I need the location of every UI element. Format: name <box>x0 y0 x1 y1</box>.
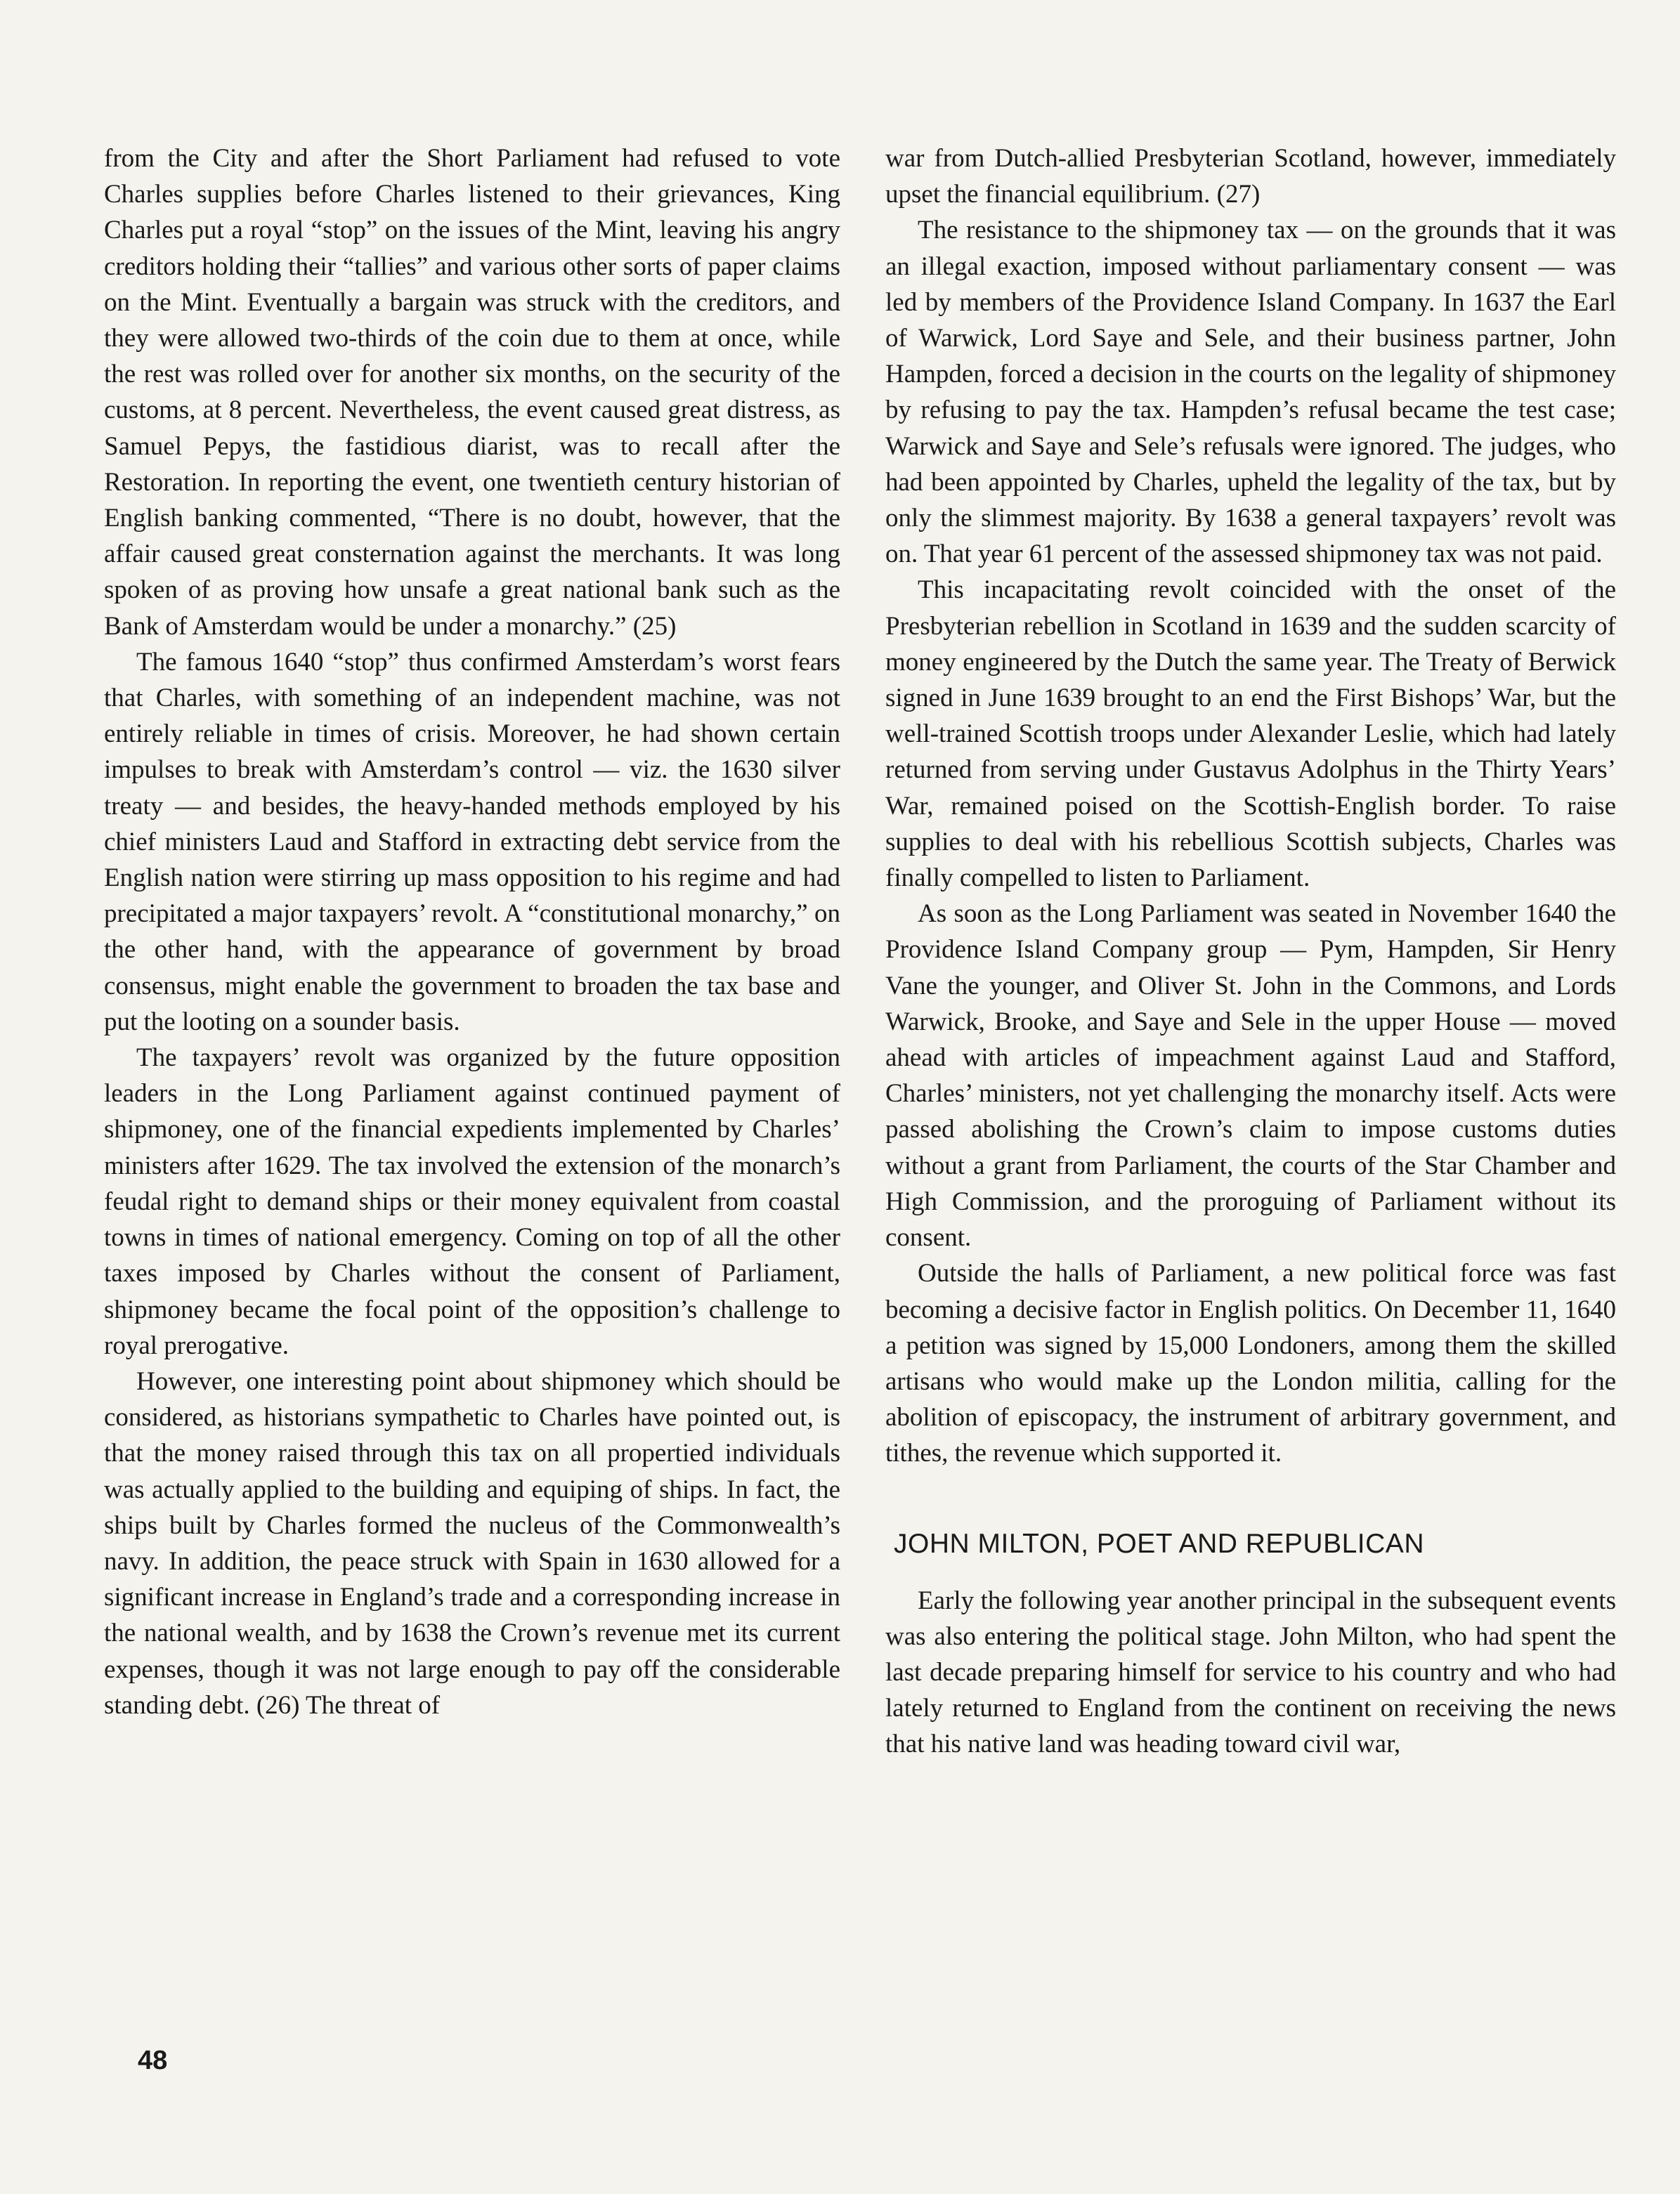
paragraph: As soon as the Long Parliament was seated in November 1640 the Providence Island Company group — Pym, Hampden, Sir Henry Vane the younger, and Oliver St. John in the Commons, and Lords Warwick, Brooke, and Saye and Sele in the upper House — moved ahead with articles of impeachment against Laud and Stafford, Charles’ ministers, not yet challenging the monarchy itself. Acts were passed abolishing the Crown’s claim to impose customs duties without a grant from Parliament, the courts of the Star Chamber and High Commission, and the proroguing of Parliament without its consent. <box>885 899 1616 1253</box>
paragraph: The taxpayers’ revolt was organized by the future opposition leaders in the Long Parliament against continued payment of shipmoney, one of the financial expedients implemented by Charles’ ministers after 1629. The tax involved the extension of the monarch’s feudal right to demand ships or their money equivalent from coastal towns in times of national emergency. Coming on top of all the other taxes imposed by Charles without the consent of Parliament, shipmoney became the focal point of the opposition’s challenge to royal prerogative. <box>104 1043 840 1360</box>
paragraph: The famous 1640 “stop” thus confirmed Amsterdam’s worst fears that Charles, with something of an independent machine, was not entirely reliable in times of crisis. Moreover, he had shown certain impulses to break with Amsterdam’s control — viz. the 1630 silver treaty — and besides, the heavy-handed methods employed by his chief ministers Laud and Stafford in extracting debt service from the English nation were stirring up mass opposition to his regime and had precipitated a major taxpayers’ revolt. A “constitutional monarchy,” on the other hand, with the appearance of government by broad consensus, might enable the government to broaden the tax base and put the looting on a sounder basis. <box>104 647 840 1036</box>
paragraph: The resistance to the shipmoney tax — on the grounds that it was an illegal exaction, imposed without parliamentary consent — was led by members of the Providence Island Company. In 1637 the Earl of Warwick, Lord Saye and Sele, and their business partner, John Hampden, forced a decision in the courts on the legality of shipmoney by refusing to pay the tax. Hampden’s refusal became the test case; Warwick and Saye and Sele’s refusals were ignored. The judges, who had been appointed by Charles, upheld the legality of the tax, but by only the slimmest majority. By 1638 a general taxpayers’ revolt was on. That year 61 percent of the assessed shipmoney tax was not paid. <box>885 216 1616 569</box>
paragraph: This incapacitating revolt coincided with the onset of the Presbyterian rebellion in Scotland in 1639 and the sudden scarcity of money engineered by the Dutch the same year. The Treaty of Berwick signed in June 1639 brought to an end the First Bishops’ War, but the well-trained Scottish troops under Alexander Leslie, which had lately returned from serving under Gustavus Adolphus in the Thirty Years’ War, remained poised on the Scottish-English border. To raise supplies to deal with his rebellious Scottish subjects, Charles was finally compelled to listen to Parliament. <box>885 575 1616 893</box>
paragraph: However, one interesting point about shipmoney which should be considered, as historians sympathetic to Charles have pointed out, is that the money raised through this tax on all propertied individuals was actually applied to the building and equiping of ships. In fact, the ships built by Charles formed the nucleus of the Commonwealth’s navy. In addition, the peace struck with Spain in 1630 allowed for a significant increase in England’s trade and a corresponding increase in the national wealth, and by 1638 the Crown’s revenue met its current expenses, though it was not large enough to pay off the considerable standing debt. (26) The threat of <box>104 1366 840 1720</box>
section-heading: JOHN MILTON, POET AND REPUBLICAN <box>894 1528 1424 1559</box>
left-column <box>104 141 840 1723</box>
paragraph: from the City and after the Short Parliament had refused to vote Charles supplies before Charles listened to their grievances, King Charles put a royal “stop” on the issues of the Mint, leaving his angry creditors holding their “tallies” and various other sorts of paper claims on the Mint. Eventually a bargain was struck with the creditors, and they were allowed two-thirds of the coin due to them at once, while the rest was rolled over for another six months, on the security of the customs, at 8 percent. Nevertheless, the event caused great distress, as Samuel Pepys, the fastidious diarist, was to recall after the Restoration. In reporting the event, one twentieth century historian of English banking commented, “There is no doubt, however, that the affair caused great consternation against the merchants. It was long spoken of as proving how unsafe a great national bank such as the Bank of Amsterdam would be under a monarchy.” (25) <box>104 144 840 641</box>
paragraph: Outside the halls of Parliament, a new political force was fast becoming a decisive factor in English politics. On December 11, 1640 a petition was signed by 15,000 Londoners, among them the skilled artisans who would make up the London militia, calling for the abolition of episcopacy, the instrument of arbitrary government, and tithes, the revenue which supported it. <box>885 1259 1616 1468</box>
right-column <box>885 141 1616 1763</box>
page-number: 48 <box>138 2046 168 2075</box>
paragraph: Early the following year another principal in the subsequent events was also entering the political stage. John Milton, who had spent the last decade preparing himself for service to his country and who had lately returned to England from the continent on receiving the news that his native land was heading toward civil war, <box>885 1586 1616 1759</box>
paragraph: war from Dutch-allied Presbyterian Scotland, however, immediately upset the financial equilibrium. (27) <box>885 144 1616 209</box>
